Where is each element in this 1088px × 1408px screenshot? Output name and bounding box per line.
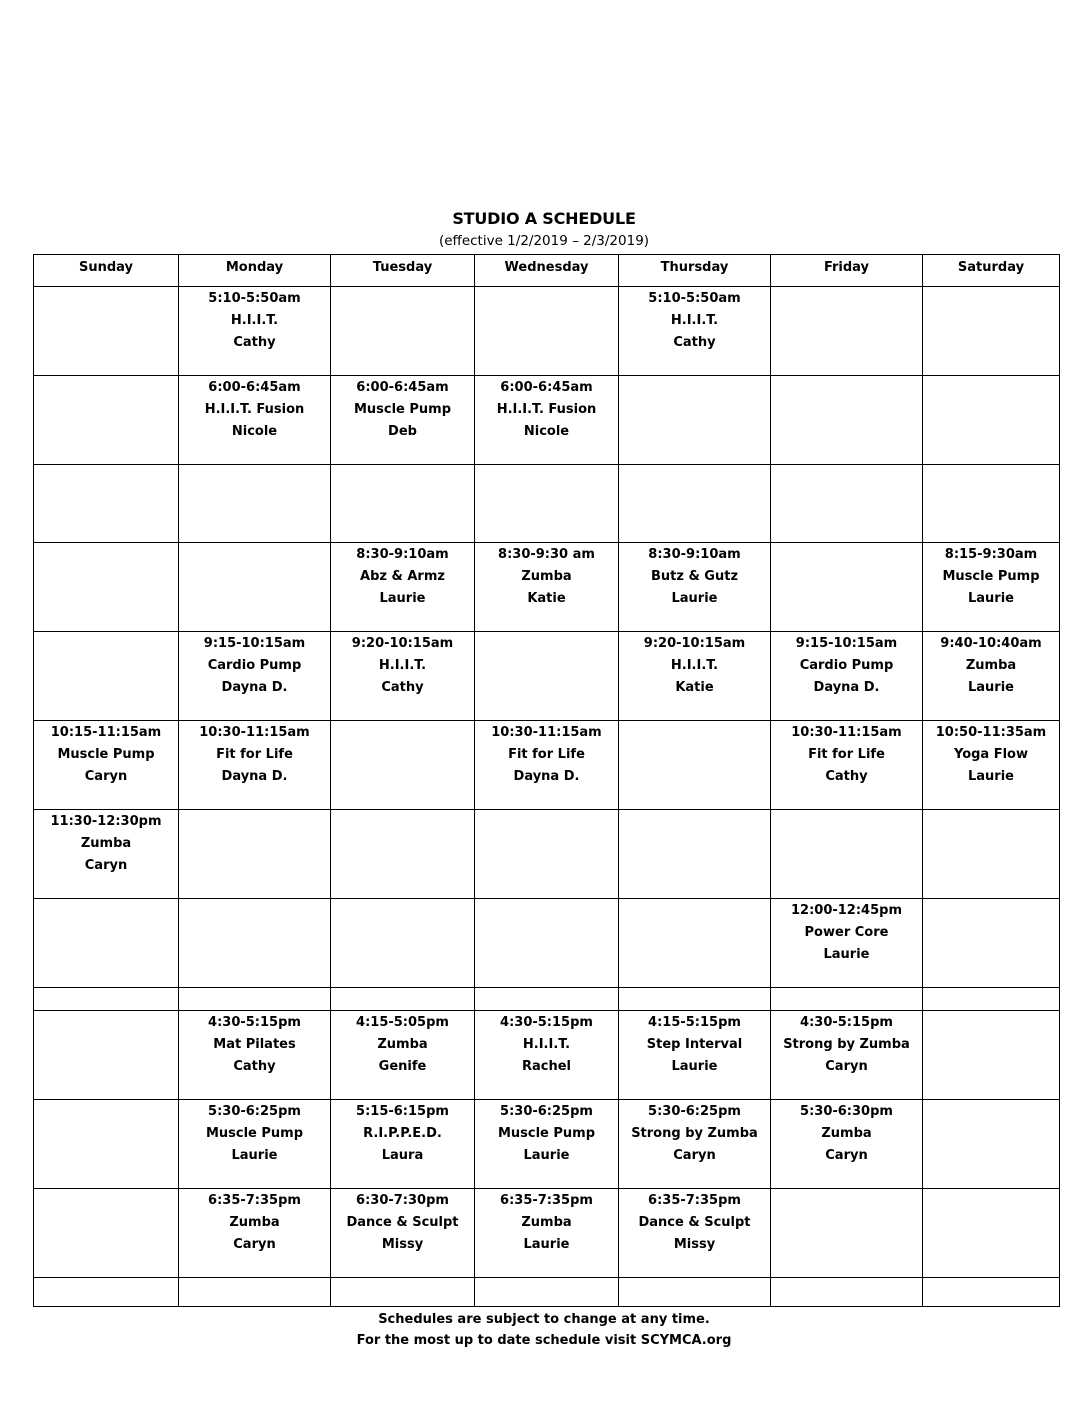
class-name: H.I.I.T.: [670, 313, 719, 328]
empty-slot: [771, 988, 923, 1011]
class-slot: [331, 543, 475, 632]
class-instructor: Cathy: [381, 680, 424, 695]
class-time: 5:10-5:50am: [208, 291, 301, 306]
class-time: 6:00-6:45am: [500, 380, 593, 395]
class-name: Fit for Life: [808, 747, 885, 762]
schedule-row: [34, 465, 1060, 543]
class-name: Zumba: [229, 1215, 280, 1230]
day-header: Wednesday: [475, 255, 619, 287]
class-time: 8:30-9:30 am: [498, 547, 595, 562]
schedule-table: [33, 254, 1060, 1307]
class-name: Zumba: [965, 658, 1017, 673]
class-slot: [619, 543, 771, 632]
class-instructor: Caryn: [673, 1148, 716, 1163]
class-time: 5:30-6:30pm: [800, 1104, 893, 1119]
schedule-row: [34, 1011, 1060, 1100]
empty-slot: [179, 1278, 331, 1307]
empty-slot: [34, 543, 179, 632]
class-slot: [179, 1189, 331, 1278]
class-instructor: Dayna D.: [813, 680, 880, 695]
class-time: 6:00-6:45am: [208, 380, 301, 395]
class-time: 4:30-5:15pm: [800, 1015, 893, 1030]
class-instructor: Missy: [673, 1237, 716, 1252]
empty-slot: [34, 287, 179, 376]
class-slot: [475, 721, 619, 810]
class-name: Dance & Sculpt: [638, 1215, 751, 1230]
class-slot: [475, 1100, 619, 1189]
class-slot: [619, 1189, 771, 1278]
empty-slot: [619, 465, 771, 543]
empty-slot: [475, 287, 619, 376]
schedule-row: [34, 632, 1060, 721]
class-instructor: Cathy: [825, 769, 868, 784]
empty-slot: [179, 543, 331, 632]
empty-slot: [331, 287, 475, 376]
empty-slot: [771, 1278, 923, 1307]
class-time: 9:20-10:15am: [643, 636, 746, 651]
empty-slot: [475, 632, 619, 721]
class-time: 4:15-5:15pm: [648, 1015, 741, 1030]
empty-slot: [771, 376, 923, 465]
empty-slot: [923, 899, 1060, 988]
empty-slot: [331, 1278, 475, 1307]
class-slot: [475, 376, 619, 465]
schedule-row: [34, 988, 1060, 1011]
class-instructor: Cathy: [673, 335, 716, 350]
empty-slot: [475, 899, 619, 988]
class-name: Butz & Gutz: [650, 569, 739, 584]
empty-slot: [923, 810, 1060, 899]
empty-slot: [34, 1278, 179, 1307]
schedule-row: [34, 376, 1060, 465]
class-instructor: Laurie: [523, 1148, 570, 1163]
class-instructor: Laurie: [823, 947, 870, 962]
schedule-row: [34, 1100, 1060, 1189]
class-name: Zumba: [521, 569, 572, 584]
schedule-row: [34, 1189, 1060, 1278]
class-slot: [475, 1189, 619, 1278]
class-instructor: Katie: [675, 680, 714, 695]
class-time: 9:40-10:40am: [940, 636, 1042, 651]
class-instructor: Laurie: [671, 1059, 718, 1074]
empty-slot: [923, 465, 1060, 543]
class-instructor: Nicole: [523, 424, 570, 439]
class-name: R.I.P.P.E.D.: [363, 1126, 442, 1141]
footer-note: [0, 1309, 1088, 1351]
class-instructor: Laurie: [523, 1237, 570, 1252]
class-instructor: Laurie: [379, 591, 426, 606]
class-slot: [771, 1100, 923, 1189]
class-instructor: Katie: [527, 591, 566, 606]
class-slot: [34, 810, 179, 899]
class-name: H.I.I.T.: [230, 313, 279, 328]
class-time: 5:30-6:25pm: [648, 1104, 741, 1119]
empty-slot: [34, 1011, 179, 1100]
empty-slot: [923, 1189, 1060, 1278]
class-name: H.I.I.T.: [378, 658, 427, 673]
empty-slot: [34, 632, 179, 721]
class-time: 10:50-11:35am: [935, 725, 1047, 740]
class-time: 4:30-5:15pm: [208, 1015, 301, 1030]
class-instructor: Rachel: [521, 1059, 572, 1074]
class-slot: [619, 632, 771, 721]
class-slot: [475, 1011, 619, 1100]
class-instructor: Cathy: [233, 1059, 276, 1074]
class-time: 9:20-10:15am: [351, 636, 454, 651]
class-instructor: Dayna D.: [221, 769, 288, 784]
class-time: 11:30-12:30pm: [50, 814, 162, 829]
empty-slot: [34, 1100, 179, 1189]
class-name: Cardio Pump: [799, 658, 894, 673]
class-instructor: Caryn: [84, 769, 128, 784]
class-name: Dance & Sculpt: [346, 1215, 459, 1230]
class-time: 8:30-9:10am: [648, 547, 741, 562]
footer-line: Schedules are subject to change at any time.: [378, 1312, 710, 1327]
day-header: Monday: [179, 255, 331, 287]
class-instructor: Nicole: [231, 424, 278, 439]
empty-slot: [475, 988, 619, 1011]
class-time: 6:35-7:35pm: [500, 1193, 593, 1208]
class-instructor: Caryn: [825, 1148, 868, 1163]
empty-slot: [619, 899, 771, 988]
day-header: Tuesday: [331, 255, 475, 287]
class-slot: [923, 632, 1060, 721]
class-name: Zumba: [821, 1126, 872, 1141]
empty-slot: [771, 287, 923, 376]
class-instructor: Caryn: [84, 858, 128, 873]
class-time: 4:30-5:15pm: [500, 1015, 593, 1030]
class-time: 10:15-11:15am: [50, 725, 162, 740]
class-slot: [331, 632, 475, 721]
empty-slot: [331, 810, 475, 899]
header-row: [34, 255, 1060, 287]
class-name: Fit for Life: [508, 747, 585, 762]
empty-slot: [34, 376, 179, 465]
class-slot: [923, 721, 1060, 810]
schedule-row: [34, 810, 1060, 899]
empty-slot: [34, 899, 179, 988]
empty-slot: [331, 465, 475, 543]
class-time: 8:15-9:30am: [944, 547, 1038, 562]
class-name: H.I.I.T. Fusion: [496, 402, 597, 417]
empty-slot: [619, 988, 771, 1011]
class-slot: [619, 1100, 771, 1189]
class-instructor: Caryn: [825, 1059, 868, 1074]
class-instructor: Laurie: [231, 1148, 278, 1163]
class-instructor: Dayna D.: [513, 769, 580, 784]
empty-slot: [619, 810, 771, 899]
class-name: Cardio Pump: [207, 658, 302, 673]
class-name: Yoga Flow: [953, 747, 1029, 762]
empty-slot: [619, 376, 771, 465]
class-time: 12:00-12:45pm: [790, 903, 902, 918]
class-time: 6:30-7:30pm: [356, 1193, 449, 1208]
empty-slot: [923, 1011, 1060, 1100]
empty-slot: [475, 810, 619, 899]
class-instructor: Dayna D.: [221, 680, 288, 695]
class-slot: [179, 721, 331, 810]
schedule-row: [34, 1278, 1060, 1307]
empty-slot: [475, 1278, 619, 1307]
footer-line: For the most up to date schedule visit SCYMCA.org: [356, 1333, 732, 1348]
class-time: 8:30-9:10am: [356, 547, 449, 562]
class-slot: [34, 721, 179, 810]
empty-slot: [179, 899, 331, 988]
class-time: 5:15-6:15pm: [356, 1104, 449, 1119]
schedule-body: [34, 287, 1060, 1307]
schedule-row: [34, 287, 1060, 376]
empty-slot: [771, 543, 923, 632]
class-name: Abz & Armz: [360, 569, 445, 584]
class-instructor: Laura: [381, 1148, 424, 1163]
class-time: 10:30-11:15am: [491, 725, 602, 740]
empty-slot: [923, 1100, 1060, 1189]
empty-slot: [331, 899, 475, 988]
class-name: Muscle Pump: [353, 402, 452, 417]
class-name: Step Interval: [646, 1037, 743, 1052]
class-slot: [331, 1100, 475, 1189]
class-instructor: Laurie: [968, 680, 1014, 695]
class-name: Muscle Pump: [205, 1126, 304, 1141]
class-name: H.I.I.T.: [522, 1037, 571, 1052]
class-time: 9:15-10:15am: [795, 636, 898, 651]
class-instructor: Laurie: [968, 591, 1014, 606]
empty-slot: [331, 721, 475, 810]
class-instructor: Deb: [388, 424, 417, 439]
empty-slot: [923, 988, 1060, 1011]
day-header: Saturday: [923, 255, 1060, 287]
day-header: Thursday: [619, 255, 771, 287]
class-time: 5:30-6:25pm: [208, 1104, 301, 1119]
page-title: STUDIO A SCHEDULE: [452, 209, 636, 228]
class-slot: [923, 543, 1060, 632]
day-header: Friday: [771, 255, 923, 287]
class-time: 6:35-7:35pm: [208, 1193, 301, 1208]
class-slot: [179, 1100, 331, 1189]
class-name: Zumba: [80, 836, 132, 851]
class-time: 6:35-7:35pm: [648, 1193, 741, 1208]
empty-slot: [619, 1278, 771, 1307]
class-slot: [179, 1011, 331, 1100]
empty-slot: [34, 1189, 179, 1278]
empty-slot: [179, 465, 331, 543]
class-slot: [179, 287, 331, 376]
empty-slot: [771, 810, 923, 899]
class-name: Strong by Zumba: [783, 1037, 910, 1052]
class-time: 10:30-11:15am: [199, 725, 310, 740]
empty-slot: [179, 988, 331, 1011]
class-time: 5:30-6:25pm: [500, 1104, 593, 1119]
class-slot: [331, 1011, 475, 1100]
class-instructor: Cathy: [233, 335, 276, 350]
class-name: Muscle Pump: [942, 569, 1040, 584]
class-instructor: Genife: [378, 1059, 427, 1074]
empty-slot: [771, 465, 923, 543]
class-instructor: Missy: [381, 1237, 424, 1252]
empty-slot: [34, 988, 179, 1011]
class-name: Muscle Pump: [57, 747, 155, 762]
class-name: Zumba: [377, 1037, 428, 1052]
class-time: 6:00-6:45am: [356, 380, 449, 395]
class-slot: [619, 1011, 771, 1100]
class-time: 9:15-10:15am: [203, 636, 306, 651]
day-header: Sunday: [34, 255, 179, 287]
class-slot: [331, 1189, 475, 1278]
class-slot: [771, 1011, 923, 1100]
class-instructor: Caryn: [233, 1237, 276, 1252]
class-slot: [331, 376, 475, 465]
class-slot: [619, 287, 771, 376]
empty-slot: [923, 287, 1060, 376]
class-name: Fit for Life: [216, 747, 293, 762]
class-time: 5:10-5:50am: [648, 291, 741, 306]
empty-slot: [923, 1278, 1060, 1307]
schedule-row: [34, 899, 1060, 988]
class-slot: [475, 543, 619, 632]
empty-slot: [619, 721, 771, 810]
class-slot: [771, 721, 923, 810]
empty-slot: [331, 988, 475, 1011]
class-name: Zumba: [521, 1215, 572, 1230]
class-slot: [771, 632, 923, 721]
class-instructor: Laurie: [968, 769, 1014, 784]
class-slot: [771, 899, 923, 988]
class-time: 4:15-5:05pm: [356, 1015, 449, 1030]
schedule-row: [34, 721, 1060, 810]
class-name: Strong by Zumba: [631, 1126, 758, 1141]
empty-slot: [179, 810, 331, 899]
class-slot: [179, 376, 331, 465]
page-subtitle: (effective 1/2/2019 – 2/3/2019): [438, 233, 650, 249]
empty-slot: [771, 1189, 923, 1278]
empty-slot: [34, 465, 179, 543]
class-name: H.I.I.T.: [670, 658, 719, 673]
class-instructor: Laurie: [671, 591, 718, 606]
empty-slot: [475, 465, 619, 543]
class-slot: [179, 632, 331, 721]
empty-slot: [923, 376, 1060, 465]
class-name: H.I.I.T. Fusion: [204, 402, 305, 417]
schedule-row: [34, 543, 1060, 632]
class-name: Mat Pilates: [213, 1037, 296, 1052]
class-time: 10:30-11:15am: [791, 725, 902, 740]
class-name: Muscle Pump: [497, 1126, 596, 1141]
class-name: Power Core: [804, 925, 889, 940]
